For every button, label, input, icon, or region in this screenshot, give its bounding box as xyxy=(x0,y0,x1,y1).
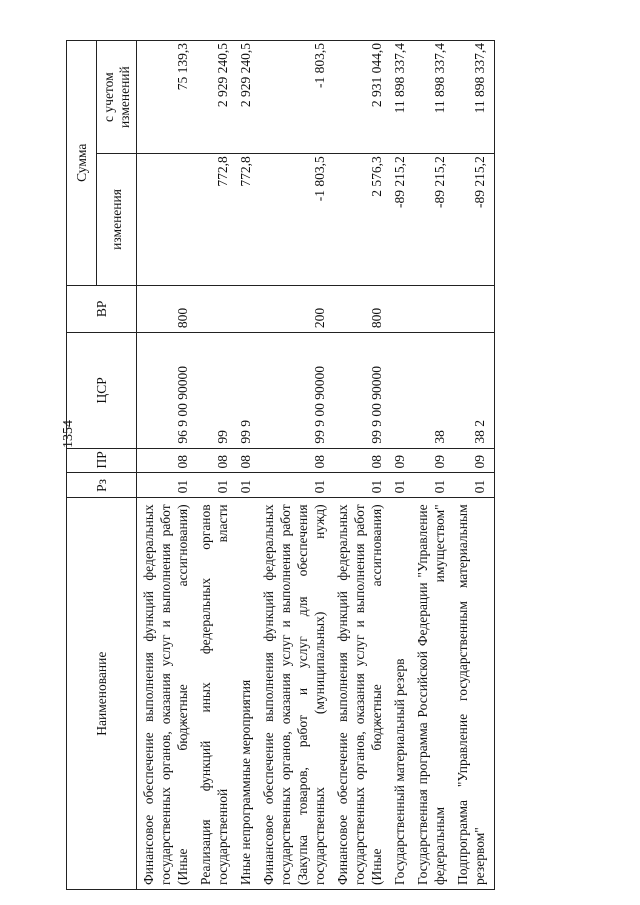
table-row xyxy=(414,41,454,890)
row-csr: 38 2 xyxy=(454,333,495,448)
row-pr: 08 xyxy=(260,448,334,473)
row-csr: 99 9 00 90000 xyxy=(260,333,334,448)
row-name: Государственная программа Российской Федерации "Управление федеральным имуществом" xyxy=(414,498,454,890)
table-row xyxy=(454,41,495,890)
row-with-changes: 2 931 044,0 xyxy=(334,41,391,154)
row-rz: 01 xyxy=(260,473,334,498)
header-sum: Сумма xyxy=(67,41,97,286)
row-name: Реализация функций иных федеральных органов государственной власти xyxy=(197,498,237,890)
header-vr: ВР xyxy=(67,285,137,333)
table-body xyxy=(137,41,495,890)
header-csr: ЦСР xyxy=(67,333,137,448)
header-name: Наименование xyxy=(67,498,137,890)
header-with-changes: с учетом изменений xyxy=(97,41,137,154)
row-name: Подпрограмма "Управление государственным материальным резервом" xyxy=(454,498,495,890)
row-name: Финансовое обеспечение выполнения функций федеральных государственных органов, оказания услуг и выполнения работ (Иные бюджетные ассигнования) xyxy=(334,498,391,890)
row-csr: 38 xyxy=(414,333,454,448)
row-csr: 99 9 00 90000 xyxy=(334,333,391,448)
row-rz: 01 xyxy=(414,473,454,498)
row-with-changes: 2 929 240,5 xyxy=(197,41,237,154)
row-name: Финансовое обеспечение выполнения функций федеральных государственных органов, оказания услуг и выполнения работ (Закупка товаров, работ и услуг для обеспечения государственных (муниципальных) нужд) xyxy=(260,498,334,890)
row-changes: -89 215,2 xyxy=(391,154,414,285)
row-rz: 01 xyxy=(197,473,237,498)
row-with-changes: 11 898 337,4 xyxy=(414,41,454,154)
row-with-changes: -1 803,5 xyxy=(260,41,334,154)
table-row xyxy=(197,41,237,890)
row-csr: 99 9 xyxy=(237,333,260,448)
row-name: Иные непрограммные мероприятия xyxy=(237,498,260,890)
row-pr: 09 xyxy=(414,448,454,473)
row-vr xyxy=(454,285,495,333)
row-csr: 99 xyxy=(197,333,237,448)
row-rz: 01 xyxy=(334,473,391,498)
row-vr xyxy=(391,285,414,333)
row-changes: -1 803,5 xyxy=(260,154,334,285)
table-row xyxy=(334,41,391,890)
row-pr: 08 xyxy=(137,448,198,473)
header-rz: Рз xyxy=(67,473,137,498)
row-changes xyxy=(137,154,198,285)
row-changes: -89 215,2 xyxy=(454,154,495,285)
row-changes: 772,8 xyxy=(237,154,260,285)
row-rz: 01 xyxy=(454,473,495,498)
table-header xyxy=(67,41,137,890)
row-rz: 01 xyxy=(237,473,260,498)
row-with-changes: 11 898 337,4 xyxy=(454,41,495,154)
table-row xyxy=(391,41,414,890)
row-changes: -89 215,2 xyxy=(414,154,454,285)
row-pr: 08 xyxy=(197,448,237,473)
row-with-changes: 11 898 337,4 xyxy=(391,41,414,154)
row-rz: 01 xyxy=(137,473,198,498)
row-pr: 09 xyxy=(454,448,495,473)
table-row xyxy=(260,41,334,890)
row-pr: 09 xyxy=(391,448,414,473)
row-csr xyxy=(391,333,414,448)
row-name: Финансовое обеспечение выполнения функций федеральных государственных органов, оказания услуг и выполнения работ (Иные бюджетные ассигнования) xyxy=(137,498,198,890)
row-pr: 08 xyxy=(237,448,260,473)
row-vr xyxy=(414,285,454,333)
row-changes: 2 576,3 xyxy=(334,154,391,285)
row-vr xyxy=(197,285,237,333)
row-vr xyxy=(237,285,260,333)
row-rz: 01 xyxy=(391,473,414,498)
row-vr: 200 xyxy=(260,285,334,333)
row-changes: 772,8 xyxy=(197,154,237,285)
table-row xyxy=(137,41,198,890)
row-name: Государственный материальный резерв xyxy=(391,498,414,890)
row-vr: 800 xyxy=(334,285,391,333)
header-changes: изменения xyxy=(97,154,137,285)
row-pr: 08 xyxy=(334,448,391,473)
row-with-changes: 2 929 240,5 xyxy=(237,41,260,154)
rotated-page xyxy=(66,40,588,890)
header-pr: ПР xyxy=(67,448,137,473)
row-csr: 96 9 00 90000 xyxy=(137,333,198,448)
page-number: 1354 xyxy=(61,420,76,448)
row-vr: 800 xyxy=(137,285,198,333)
table-row xyxy=(237,41,260,890)
budget-table xyxy=(66,40,495,890)
row-with-changes: 75 139,3 xyxy=(137,41,198,154)
